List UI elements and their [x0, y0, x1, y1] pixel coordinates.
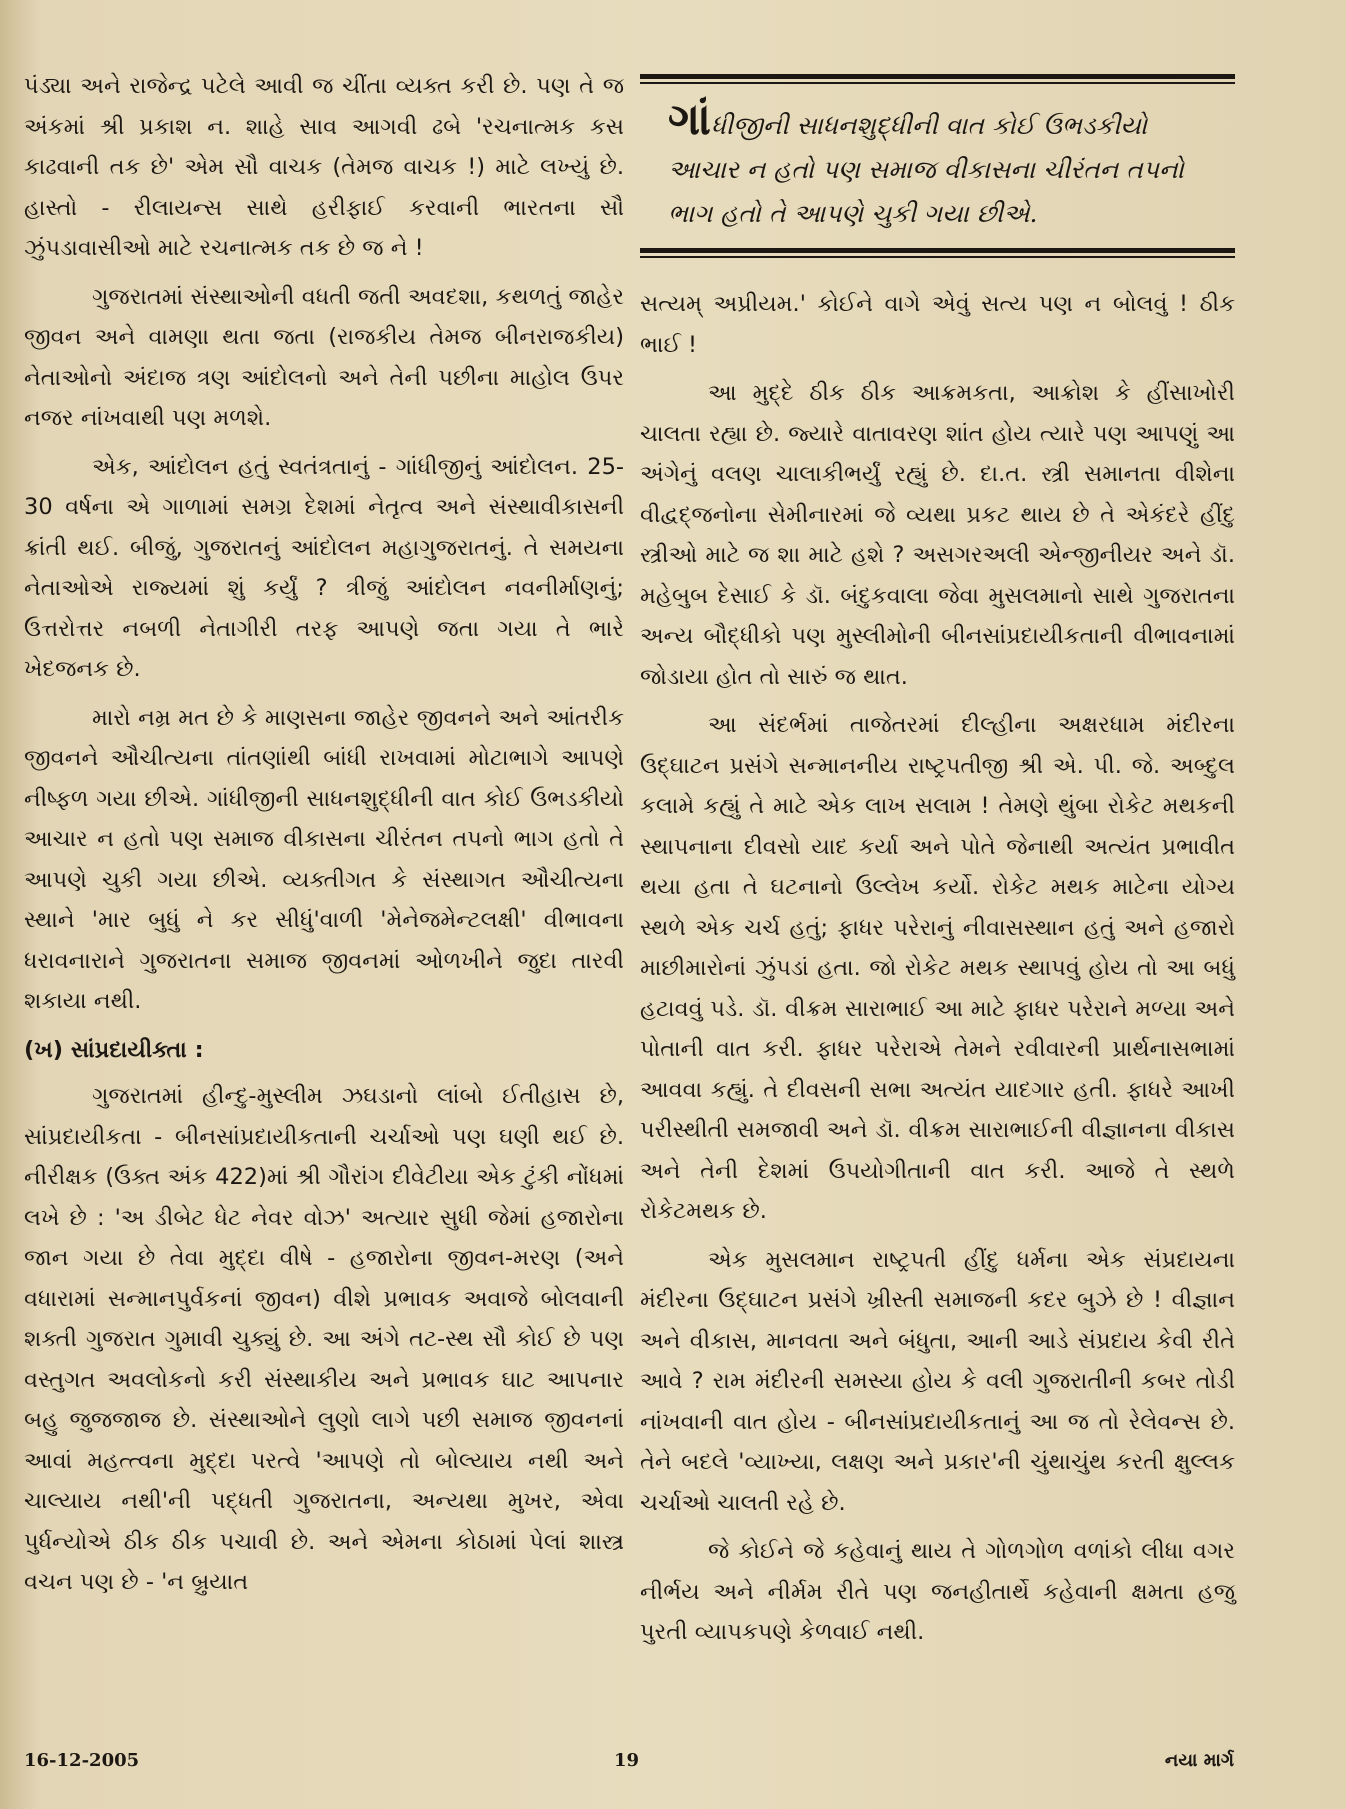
left-column	[24, 66, 624, 1611]
page-footer	[24, 1750, 1234, 1780]
right-column	[640, 284, 1235, 1661]
page-number: 19	[614, 1750, 640, 1771]
magazine-name: નયા માર્ગ	[1164, 1750, 1234, 1771]
divider	[640, 74, 1235, 79]
divider	[640, 248, 1235, 253]
pull-quote	[640, 74, 1235, 258]
divider	[640, 256, 1235, 258]
drop-cap: ગાં	[668, 94, 711, 145]
paragraph: પંડ્યા અને રાજેન્દ્ર પટેલે આવી જ ચીંતા વ્યક્ત કરી છે. પણ તે જ અંકમાં શ્રી પ્રકાશ ન. શાહે સાવ આગવી ઢબે 'રચનાત્મક કસ કાઢવાની તક છે' એમ સૌ વાચક (તેમજ વાચક !) માટે લખ્યું છે. હાસ્તો - રીલાયન્સ સાથે હરીફાઈ કરવાની ભારતના સૌ ઝુંપડાવાસીઓ માટે રચનાત્મક તક છે જ ને !	[24, 73, 624, 261]
pull-quote-text	[640, 84, 1235, 248]
paragraph: એક, આંદોલન હતું સ્વતંત્રતાનું - ગાંધીજીનું આંદોલન. 25-30 વર્ષના એ ગાળામાં સમગ્ર દેશમાં નેતૃત્વ અને સંસ્થાવીકાસની ક્રાંતી થઈ. બીજું, ગુજરાતનું આંદોલન મહાગુજરાતનું. તે સમયના નેતાઓએ રાજ્યમાં શું કર્યું ? ત્રીજું આંદોલન નવનીર્માણનું; ઉત્તરોત્તર નબળી નેતાગીરી તરફ આપણે જતા ગયા તે ભારે ખેદજનક છે.	[24, 453, 624, 682]
paragraph: જે કોઈને જે કહેવાનું થાય તે ગોળગોળ વળાંકો લીધા વગર નીર્ભય અને નીર્મમ રીતે પણ જનહીતાર્થે કહેવાની ક્ષમતા હજુ પુરતી વ્યાપકપણે કેળવાઈ નથી.	[640, 1538, 1235, 1645]
paragraph: એક મુસલમાન રાષ્ટ્રપતી હીંદુ ધર્મના એક સંપ્રદાયના મંદીરના ઉદ્ઘાટન પ્રસંગે ખ્રીસ્તી સમાજની કદર બુઝે છે ! વીજ્ઞાન અને વીકાસ, માનવતા અને બંધુતા, આની આડે સંપ્રદાય કેવી રીતે આવે ? રામ મંદીરની સમસ્યા હોય કે વલી ગુજરાતીની કબર તોડી નાંખવાની વાત હોય - બીનસાંપ્રદાયીકતાનું આ જ તો રેલેવન્સ છે. તેને બદલે 'વ્યાખ્યા, લક્ષણ અને પ્રકાર'ની ચુંથાચુંથ કરતી ક્ષુલ્લક ચર્ચાઓ ચાલતી રહે છે.	[640, 1246, 1235, 1516]
issue-date: 16-12-2005	[24, 1750, 140, 1771]
section-heading: (ખ) સાંપ્રદાયીક્તા :	[24, 1036, 204, 1063]
paragraph: મારો નમ્ર મત છે કે માણસના જાહેર જીવનને અને આંતરીક જીવનને ઔચીત્યના તાંતણાંથી બાંધી રાખવામાં મોટાભાગે આપણે નીષ્ફળ ગયા છીએ. ગાંધીજીની સાધનશુદ્ધીની વાત કોઈ ઉભડકીયો આચાર ન હતો પણ સમાજ વીકાસના ચીરંતન તપનો ભાગ હતો તે આપણે ચુકી ગયા છીએ. વ્યક્તીગત કે સંસ્થાગત ઔચીત્યના સ્થાને 'માર બુધું ને કર સીધું'વાળી 'મેનેજમેન્ટલક્ષી' વીભાવના ધરાવનારાને ગુજરાતના સમાજ જીવનમાં ઓળખીને જુદા તારવી શકાયા નથી.	[24, 704, 624, 1014]
pull-quote-body: ધીજીની સાધનશુદ્ધીની વાત કોઈ ઉભડકીયો આચાર ન હતો પણ સમાજ વીકાસના ચીરંતન તપનો ભાગ હતો તે આપણે ચુકી ગયા છીએ.	[668, 111, 1184, 228]
paragraph: સત્યમ્ અપ્રીયમ.' કોઈને વાગે એવું સત્ય પણ ન બોલવું ! ઠીક ભાઈ !	[640, 291, 1235, 358]
paragraph: આ સંદર્ભમાં તાજેતરમાં દીલ્હીના અક્ષરધામ મંદીરના ઉદ્ઘાટન પ્રસંગે સન્માનનીય રાષ્ટ્રપતીજી શ્રી એ. પી. જે. અબ્દુલ કલામે કહ્યું તે માટે એક લાખ સલામ ! તેમણે થુંબા રોકેટ મથકની સ્થાપનાના દીવસો યાદ કર્યા અને પોતે જેનાથી અત્યંત પ્રભાવીત થયા હતા તે ઘટનાનો ઉલ્લેખ કર્યો. રોકેટ મથક માટેના યોગ્ય સ્થળે એક ચર્ચ હતું; ફાધર પરેરાનું નીવાસસ્થાન હતું અને હજારો માછીમારોનાં ઝુંપડાં હતા. જો રોકેટ મથક સ્થાપવું હોય તો આ બધું હટાવવું પડે. ડૉ. વીક્રમ સારાભાઈ આ માટે ફાધર પરેરાને મળ્યા અને પોતાની વાત કરી. ફાધર પરેરાએ તેમને રવીવારની પ્રાર્થનાસભામાં આવવા કહ્યું. તે દીવસની સભા અત્યંત યાદગાર હતી. ફાધરે આખી પરીસ્થીતી સમજાવી અને ડૉ. વીક્રમ સારાભાઈની વીજ્ઞાનના વીકાસ અને તેની દેશમાં ઉપયોગીતાની વાત કરી. આજે તે સ્થળે રોકેટમથક છે.	[640, 712, 1235, 1224]
paragraph: આ મુદ્દે ઠીક ઠીક આક્રમકતા, આક્રોશ કે હીંસાખોરી ચાલતા રહ્યા છે. જ્યારે વાતાવરણ શાંત હોય ત્યારે પણ આપણું આ અંગેનું વલણ ચાલાકીભર્યું રહ્યું છે. દા.ત. સ્ત્રી સમાનતા વીશેના વીદ્વદ્જનોના સેમીનારમાં જે વ્યથા પ્રકટ થાય છે તે એકંદરે હીંદુ સ્ત્રીઓ માટે જ શા માટે હશે ? અસગરઅલી એન્જીનીયર અને ડૉ. મહેબુબ દેસાઈ કે ડૉ. બંદુકવાલા જેવા મુસલમાનો સાથે ગુજરાતના અન્ય બૌદ્ધીકો પણ મુસ્લીમોની બીનસાંપ્રદાયીકતાની વીભાવનામાં જોડાયા હોત તો સારું જ થાત.	[640, 380, 1235, 690]
paragraph: ગુજરાતમાં હીન્દુ-મુસ્લીમ ઝઘડાનો લાંબો ઈતીહાસ છે, સાંપ્રદાયીકતા - બીનસાંપ્રદાયીકતાની ચર્ચાઓ પણ ઘણી થઈ છે. નીરીક્ષક (ઉક્ત અંક 422)માં શ્રી ગૌરાંગ દીવેટીયા એક ટુંકી નોંધમાં લખે છે : 'અ ડીબેટ ધેટ નેવર વોઝ' અત્યાર સુધી જેમાં હજારોના જાન ગયા છે તેવા મુદ્દા વીષે - હજારોના જીવન-મરણ (અને વધારામાં સન્માનપુર્વકનાં જીવન) વીશે પ્રભાવક અવાજે બોલવાની શક્તી ગુજરાત ગુમાવી ચુક્યું છે. આ અંગે તટ-સ્થ સૌ કોઈ છે પણ વસ્તુગત અવલોકનો કરી સંસ્થાકીય અને પ્રભાવક ઘાટ આપનાર બહુ જુજજાજ છે. સંસ્થાઓને લુણો લાગે પછી સમાજ જીવનનાં આવાં મહત્ત્વના મુદ્દા પરત્વે 'આપણે તો બોલ્યાય નથી અને ચાલ્યાય નથી'ની પદ્ધતી ગુજરાતના, અન્યથા મુખર, એવા પુર્ધન્યોએ ઠીક ઠીક પચાવી છે. અને એમના કોઠામાં પેલાં શાસ્ત્ર વચન પણ છે - 'ન બ્રુયાત	[24, 1083, 624, 1595]
paragraph: ગુજરાતમાં સંસ્થાઓની વધતી જતી અવદશા, કથળતું જાહેર જીવન અને વામણા થતા જતા (રાજકીય તેમજ બીનરાજકીય) નેતાઓનો અંદાજ ત્રણ આંદોલનો અને તેની પછીના માહોલ ઉપર નજર નાંખવાથી પણ મળશે.	[24, 283, 624, 431]
